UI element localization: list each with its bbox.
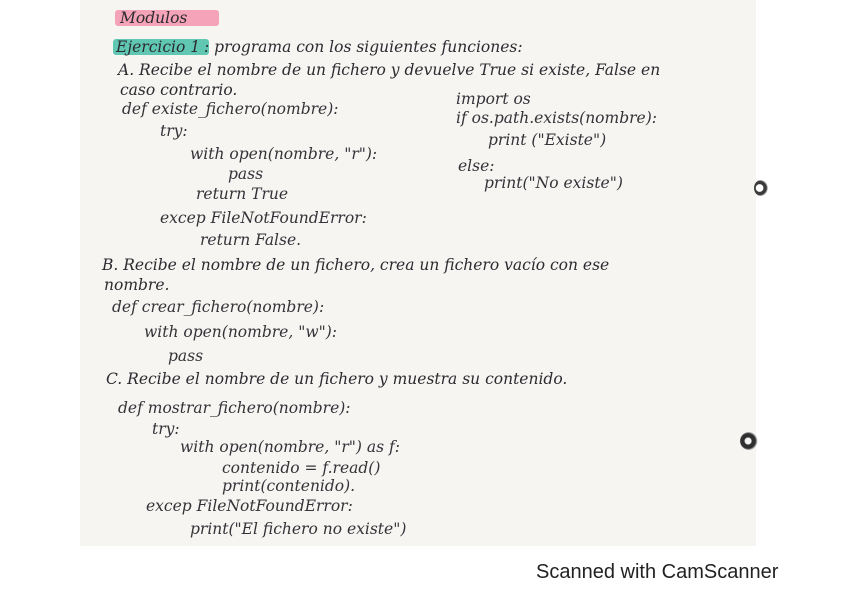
code-line: with open(nombre, "w"):: [144, 323, 337, 341]
exercise-label: Ejercicio 1: [116, 38, 201, 56]
code-line: def mostrar_fichero(nombre):: [118, 399, 351, 417]
alt-code-line: if os.path.exists(nombre):: [456, 109, 657, 127]
code-line: return True: [196, 185, 289, 203]
page-title: Modulos: [120, 9, 188, 27]
part-a-statement: A. Recibe el nombre de un fichero y devuelve True si existe, False en: [118, 61, 661, 79]
code-line: with open(nombre, "r"):: [190, 145, 378, 163]
code-line: def crear_fichero(nombre):: [112, 298, 325, 316]
code-line: try:: [160, 122, 188, 140]
exercise-intro: : programa con los siguientes funciones:: [204, 38, 523, 56]
code-line: contenido = f.read(): [222, 459, 381, 477]
code-line: with open(nombre, "r") as f:: [180, 438, 400, 456]
binder-hole-icon: [740, 432, 758, 450]
binder-hole-icon: [754, 180, 768, 196]
alt-code-line: print("No existe"): [484, 174, 623, 192]
alt-code-line: print ("Existe"): [488, 131, 607, 149]
code-line: print(contenido).: [222, 477, 356, 495]
code-line: pass: [168, 347, 204, 365]
code-line: print("El fichero no existe"): [190, 520, 407, 538]
code-line: pass: [228, 165, 264, 183]
code-line: excep FileNotFoundError:: [160, 209, 367, 227]
code-line: excep FileNotFoundError:: [146, 497, 353, 515]
part-c-statement: C. Recibe el nombre de un fichero y muestra su contenido.: [106, 370, 568, 388]
part-a-statement-cont: caso contrario.: [120, 81, 238, 99]
alt-code-line: import os: [456, 90, 531, 108]
part-b-statement-cont: nombre.: [104, 276, 170, 294]
alt-code-line: else:: [458, 157, 495, 175]
code-line: return False.: [200, 231, 302, 249]
code-line: def existe_fichero(nombre):: [122, 100, 339, 118]
part-b-statement: B. Recibe el nombre de un fichero, crea un fichero vacío con ese: [102, 256, 610, 274]
code-line: try:: [152, 420, 180, 438]
scanner-watermark: Scanned with CamScanner: [536, 561, 779, 583]
